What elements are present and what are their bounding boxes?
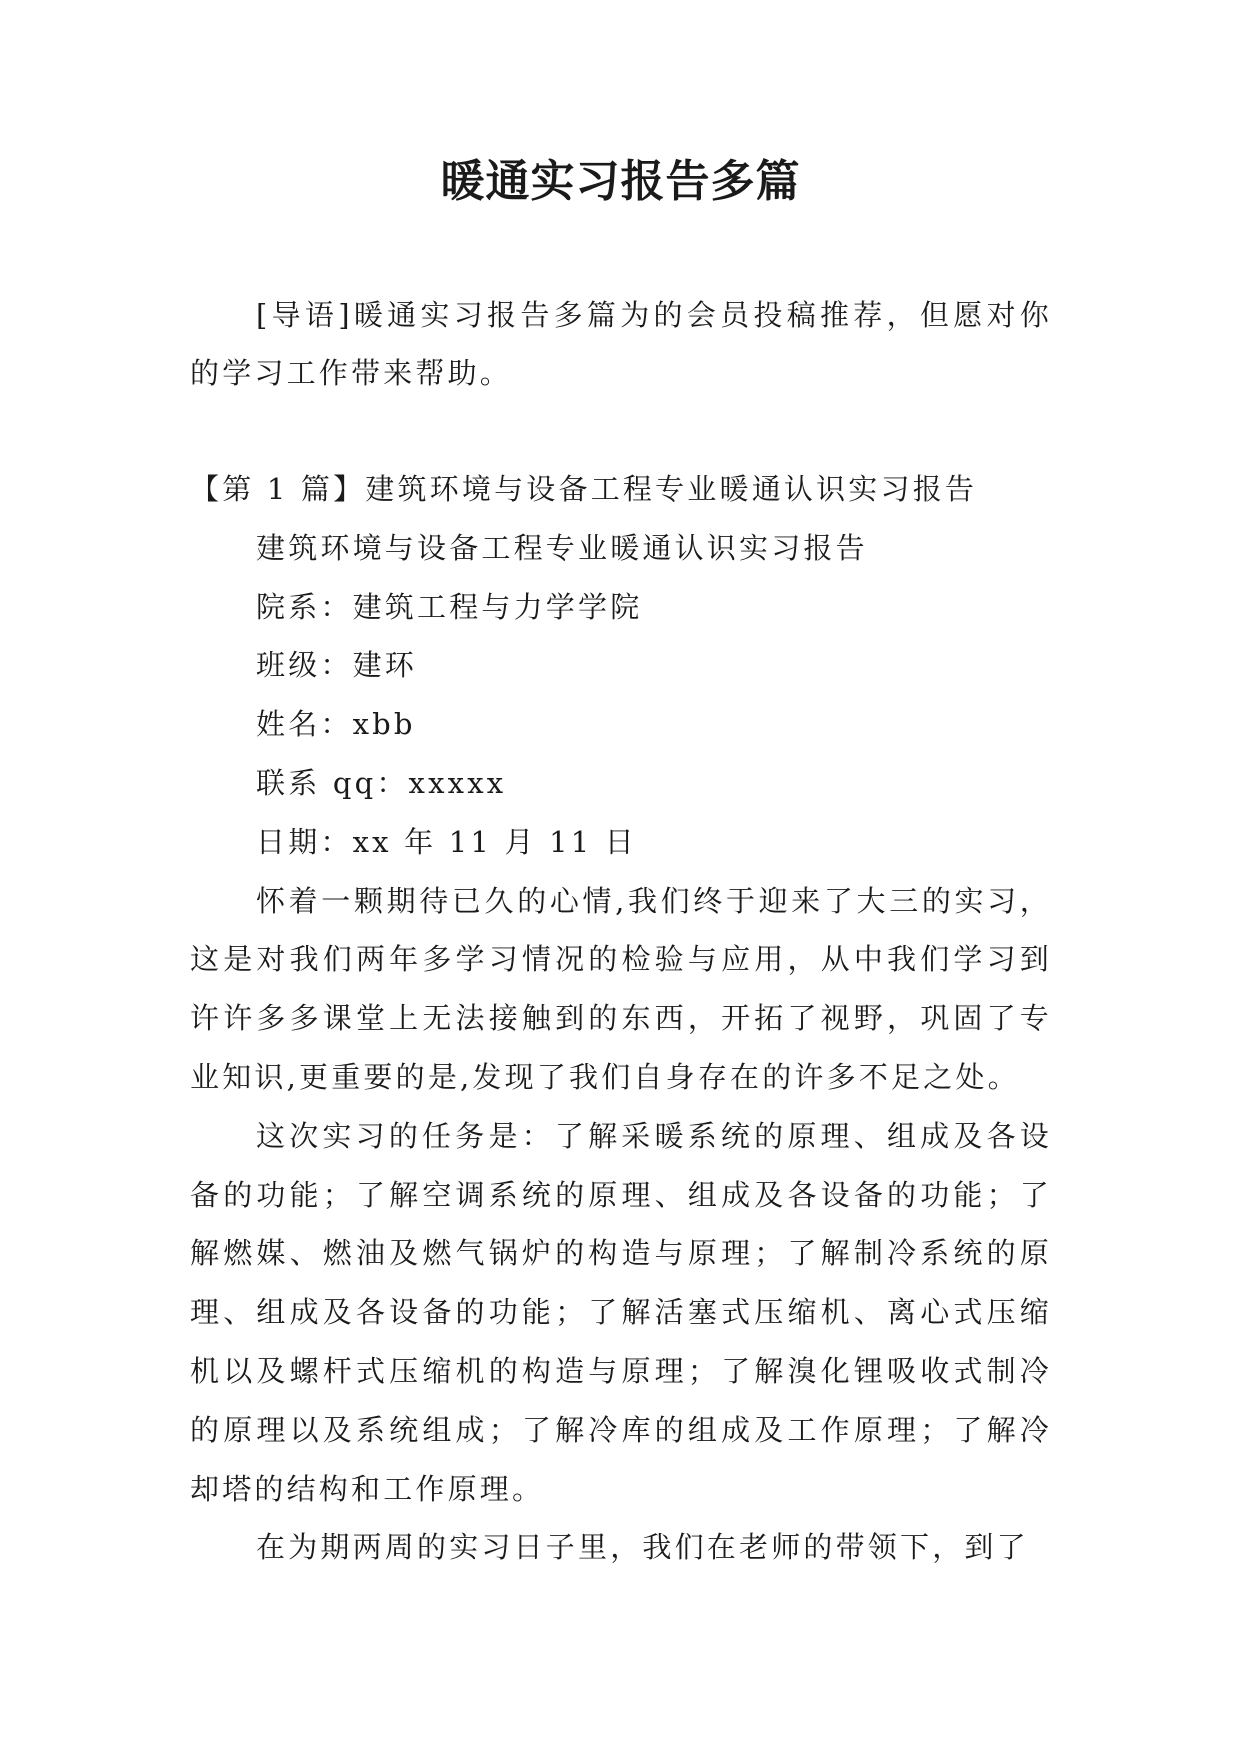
contact-line: 联系 qq：xxxxx — [256, 765, 507, 800]
section-1 — [190, 460, 1052, 1577]
intro-block — [190, 286, 1052, 402]
report-subtitle: 建筑环境与设备工程专业暖通认识实习报告 — [256, 530, 868, 565]
name-line: 姓名：xbb — [256, 707, 416, 742]
department-line: 院系：建筑工程与力学学院 — [256, 589, 643, 624]
intro-paragraph: [导语]暖通实习报告多篇为的会员投稿推荐，但愿对你的学习工作带来帮助。 — [190, 298, 1052, 390]
body-paragraph: 在为期两周的实习日子里，我们在老师的带领下，到了 — [256, 1530, 1029, 1565]
section-heading: 【第 1 篇】建筑环境与设备工程专业暖通认识实习报告 — [190, 472, 978, 506]
class-line: 班级：建环 — [256, 648, 418, 683]
body-paragraph: 这次实习的任务是：了解采暖系统的原理、组成及各设备的功能；了解空调系统的原理、组成及各设备的功能；了解燃媒、燃油及燃气锅炉的构造与原理；了解制冷系统的原理、组成及各设备的功能；了解活塞式压缩机、离心式压缩机以及螺杆式压缩机的构造与原理；了解溴化锂吸收式制冷的原理以及系统组成；了解冷库的组成及工作原理；了解冷却塔的结构和工作原理。 — [190, 1118, 1052, 1506]
document-title: 暖通实习报告多篇 — [440, 156, 801, 207]
date-line: 日期：xx 年 11 月 11 日 — [256, 824, 638, 859]
body-paragraph: 怀着一颗期待已久的心情,我们终于迎来了大三的实习，这是对我们两年多学习情况的检验与应用，从中我们学习到许许多多课堂上无法接触到的东西，开拓了视野，巩固了专业知识,更重要的是,发现了我们自身存在的许多不足之处。 — [190, 883, 1052, 1094]
